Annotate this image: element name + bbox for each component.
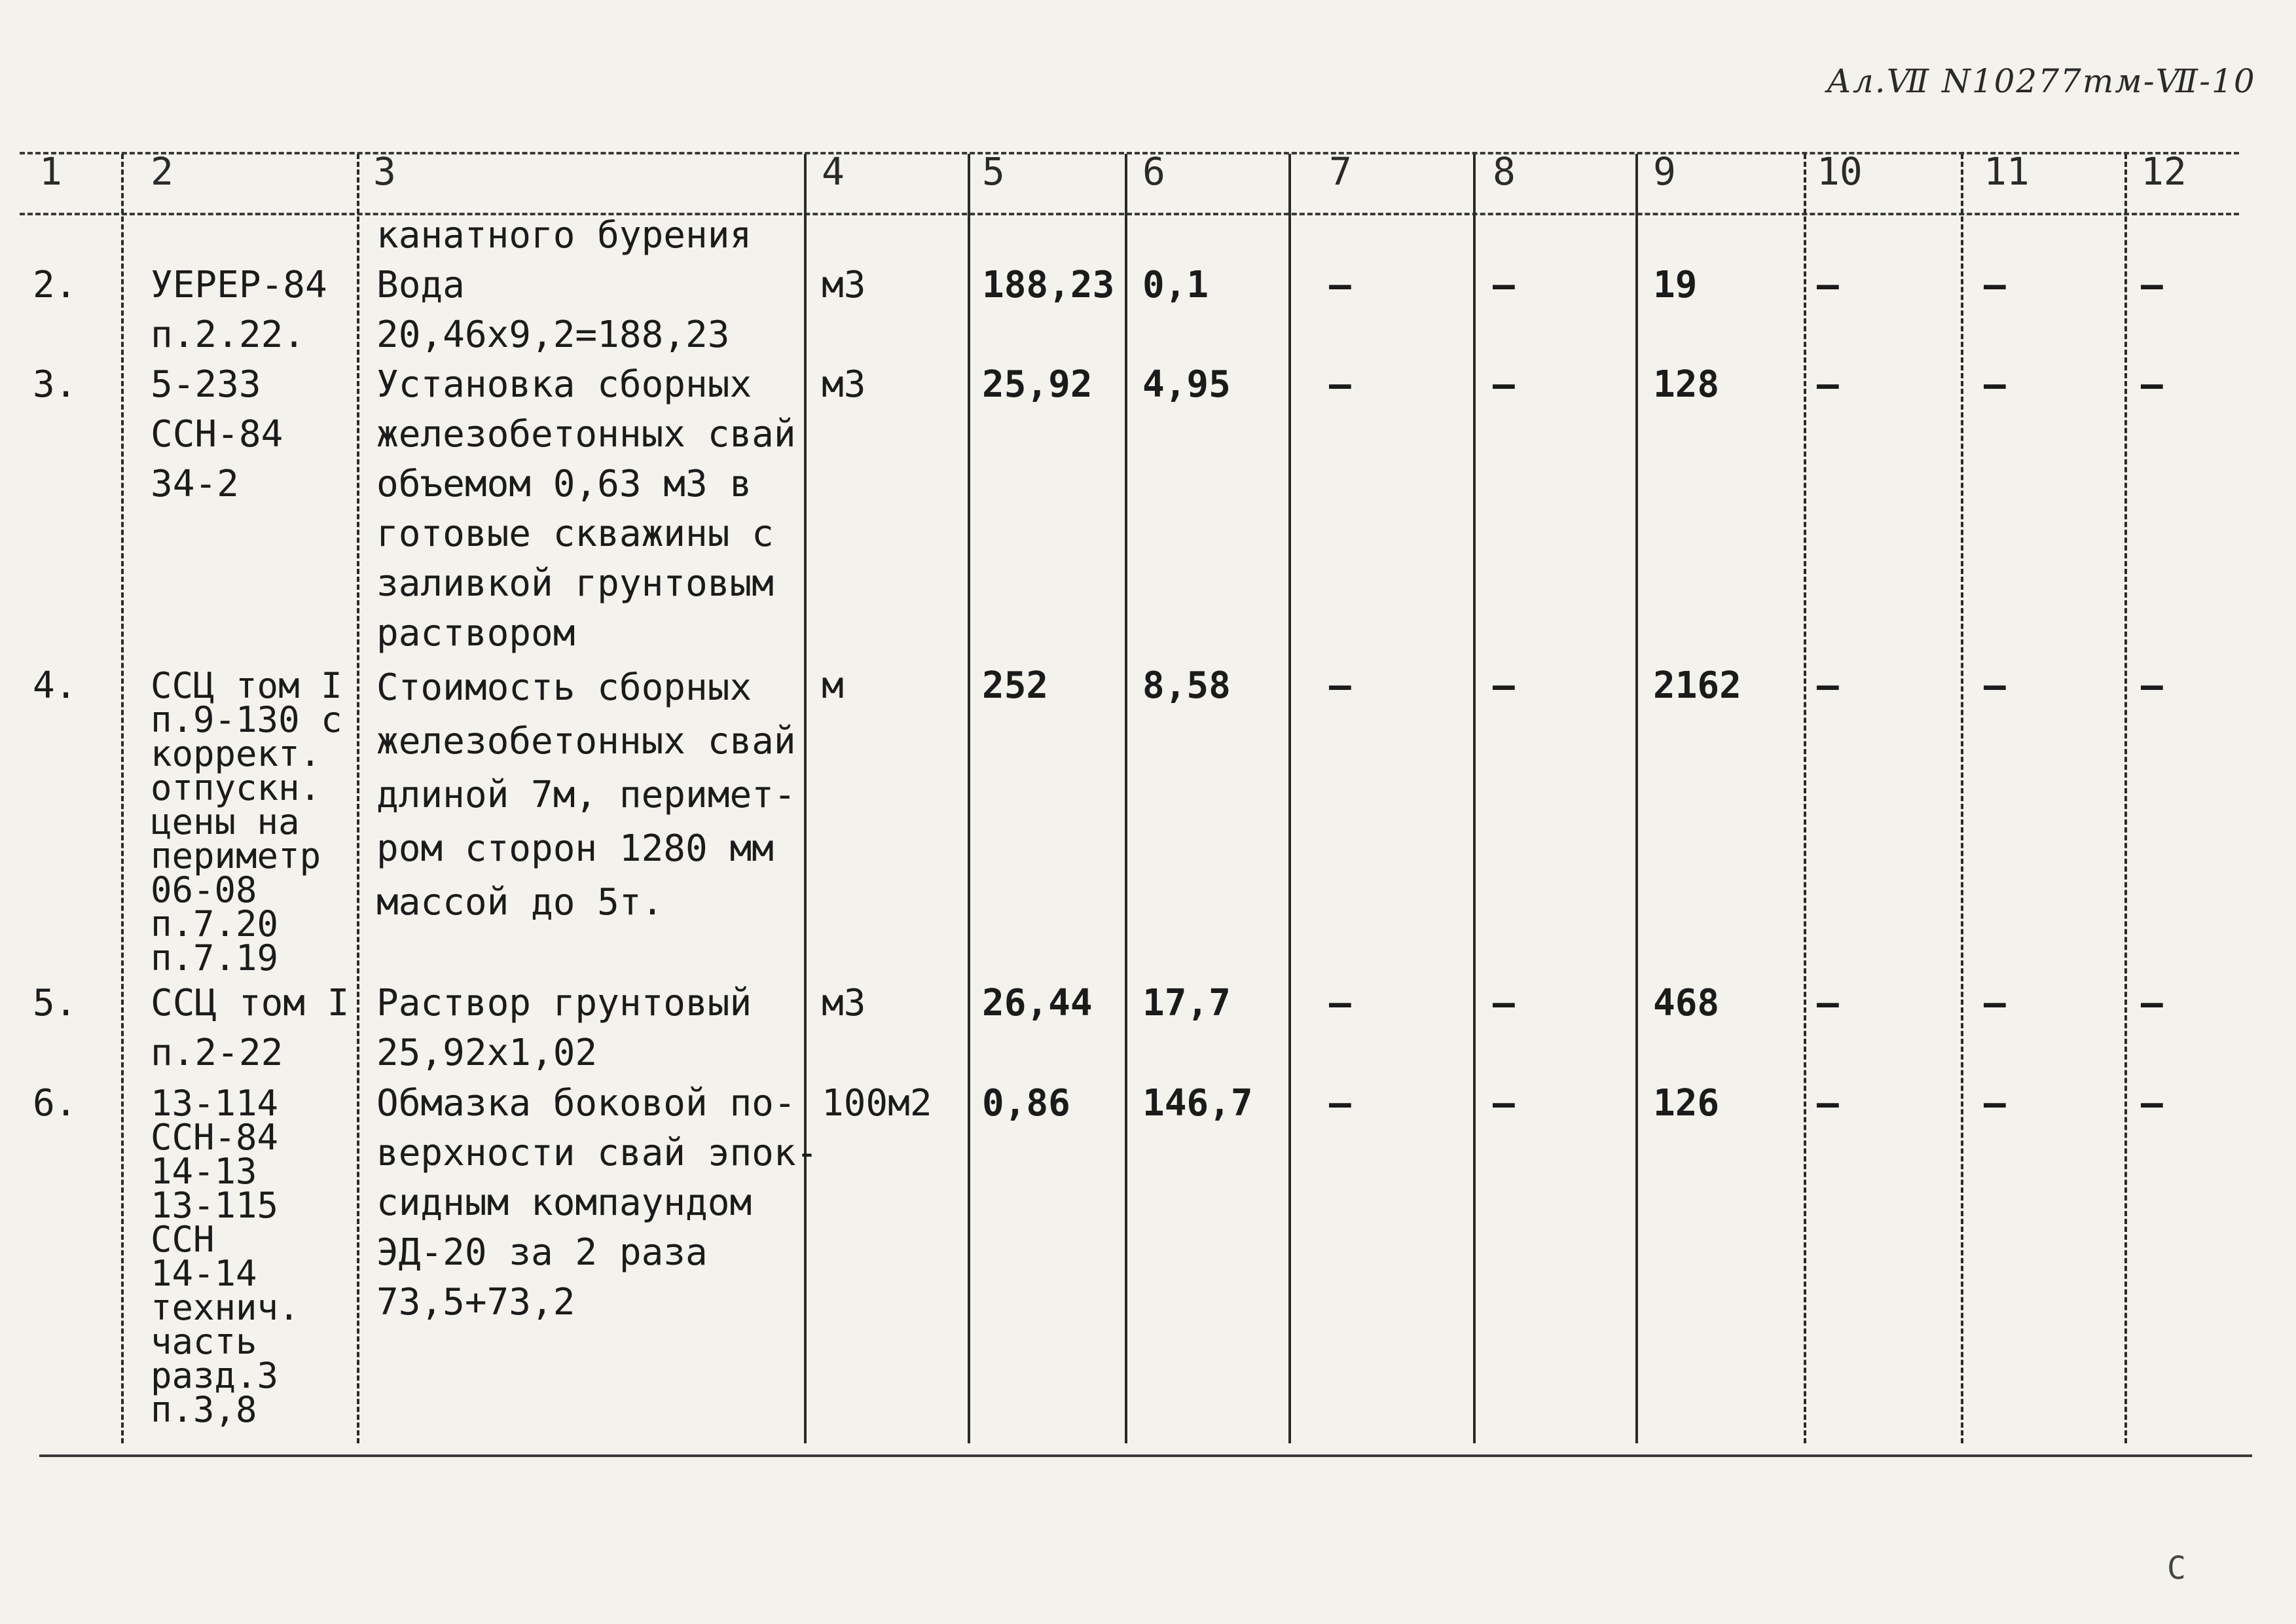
rate-code: 5-233 ССН-84 34-2 <box>151 363 283 505</box>
header-col-5: 5 <box>982 149 1005 194</box>
quantity: 25,92 <box>982 363 1093 406</box>
col-7-value: – <box>1329 982 1351 1024</box>
rate-code: УЕРЕР-84 п.2.22. <box>151 264 327 356</box>
header-col-9: 9 <box>1653 149 1676 194</box>
col-7-value: – <box>1329 664 1351 707</box>
quantity: 188,23 <box>982 264 1115 306</box>
page-mark: С <box>2167 1550 2186 1587</box>
header-col-2: 2 <box>151 149 173 194</box>
col-8-value: – <box>1493 264 1515 306</box>
col-10-value: – <box>1817 1082 1839 1125</box>
work-description: Раствор грунтовый 25,92х1,02 <box>376 982 752 1074</box>
col-7-value: – <box>1329 264 1351 306</box>
header-bottom-rule <box>20 213 2239 215</box>
header-col-7: 7 <box>1329 149 1352 194</box>
unit-price: 8,58 <box>1142 664 1231 707</box>
unit: м3 <box>822 982 866 1024</box>
unit: 100м2 <box>822 1082 932 1125</box>
header-col-3: 3 <box>373 149 396 194</box>
column-divider-7 <box>1473 154 1476 1443</box>
col-11-value: – <box>1984 1082 2006 1125</box>
col-8-value: – <box>1493 363 1515 406</box>
column-divider-8 <box>1635 154 1638 1443</box>
column-divider-2 <box>357 154 359 1443</box>
row-number: 2. <box>33 264 77 306</box>
col-7-value: – <box>1329 363 1351 406</box>
col-11-value: – <box>1984 664 2006 707</box>
col-10-value: – <box>1817 264 1839 306</box>
row-number: 3. <box>33 363 77 406</box>
col-10-value: – <box>1817 363 1839 406</box>
row-number: 5. <box>33 982 77 1024</box>
column-divider-4 <box>968 154 970 1443</box>
column-divider-6 <box>1288 154 1291 1443</box>
unit-price: 17,7 <box>1142 982 1231 1024</box>
work-description: Установка сборных железобетонных свай объемом 0,63 м3 в готовые скважины с заливкой грунтовым раствором <box>376 363 796 655</box>
col-10-value: – <box>1817 982 1839 1024</box>
unit-price: 4,95 <box>1142 363 1231 406</box>
work-description: Стоимость сборных железобетонных свай длиной 7м, перимет- ром сторон 1280 мм массой до 5т. <box>376 666 796 924</box>
archive-reference-note: Ал.Ⅶ N10277тм-Ⅶ-10 <box>1827 62 2256 100</box>
header-col-10: 10 <box>1817 149 1863 194</box>
col-11-value: – <box>1984 982 2006 1024</box>
table-bottom-rule <box>39 1454 2252 1457</box>
row-number: 4. <box>33 664 77 707</box>
rate-code: ССЦ том I п.9-130 с коррект. отпускн. цены на периметр 06-08 п.7.20 п.7.19 <box>151 665 342 979</box>
header-col-6: 6 <box>1142 149 1165 194</box>
work-description: Обмазка боковой по- верхности свай эпок- сидным компаундом ЭД-20 за 2 раза 73,5+73,2 <box>376 1082 818 1324</box>
col-8-value: – <box>1493 664 1515 707</box>
col-11-value: – <box>1984 264 2006 306</box>
col-10-value: – <box>1817 664 1839 707</box>
col-9-value: 19 <box>1653 264 1698 306</box>
header-col-11: 11 <box>1984 149 2030 194</box>
col-12-value: – <box>2141 664 2163 707</box>
row-number: 6. <box>33 1082 77 1125</box>
column-divider-1 <box>121 154 124 1443</box>
col-12-value: – <box>2141 982 2163 1024</box>
header-col-4: 4 <box>822 149 845 194</box>
column-divider-10 <box>1961 154 1963 1443</box>
header-col-12: 12 <box>2141 149 2187 194</box>
col-8-value: – <box>1493 982 1515 1024</box>
col-9-value: 126 <box>1653 1082 1720 1125</box>
unit: м3 <box>822 264 866 306</box>
col-12-value: – <box>2141 264 2163 306</box>
col-11-value: – <box>1984 363 2006 406</box>
continuation-text: канатного бурения <box>376 214 752 257</box>
quantity: 0,86 <box>982 1082 1070 1125</box>
unit: м <box>822 664 844 707</box>
unit-price: 0,1 <box>1142 264 1209 306</box>
col-8-value: – <box>1493 1082 1515 1125</box>
column-divider-9 <box>1804 154 1806 1443</box>
unit: м3 <box>822 363 866 406</box>
header-col-8: 8 <box>1493 149 1516 194</box>
rate-code: 13-114 ССН-84 14-13 13-115 ССН 14-14 технич. часть разд.3 п.3,8 <box>151 1083 300 1430</box>
unit-price: 146,7 <box>1142 1082 1253 1125</box>
col-12-value: – <box>2141 1082 2163 1125</box>
quantity: 26,44 <box>982 982 1093 1024</box>
col-9-value: 2162 <box>1653 664 1741 707</box>
header-top-rule <box>20 152 2239 154</box>
work-description: Вода 20,46х9,2=188,23 <box>376 264 730 356</box>
col-12-value: – <box>2141 363 2163 406</box>
column-divider-5 <box>1125 154 1127 1443</box>
column-divider-11 <box>2124 154 2127 1443</box>
col-7-value: – <box>1329 1082 1351 1125</box>
rate-code: ССЦ том I п.2-22 <box>151 982 350 1074</box>
col-9-value: 468 <box>1653 982 1720 1024</box>
header-col-1: 1 <box>39 149 62 194</box>
col-9-value: 128 <box>1653 363 1720 406</box>
quantity: 252 <box>982 664 1049 707</box>
